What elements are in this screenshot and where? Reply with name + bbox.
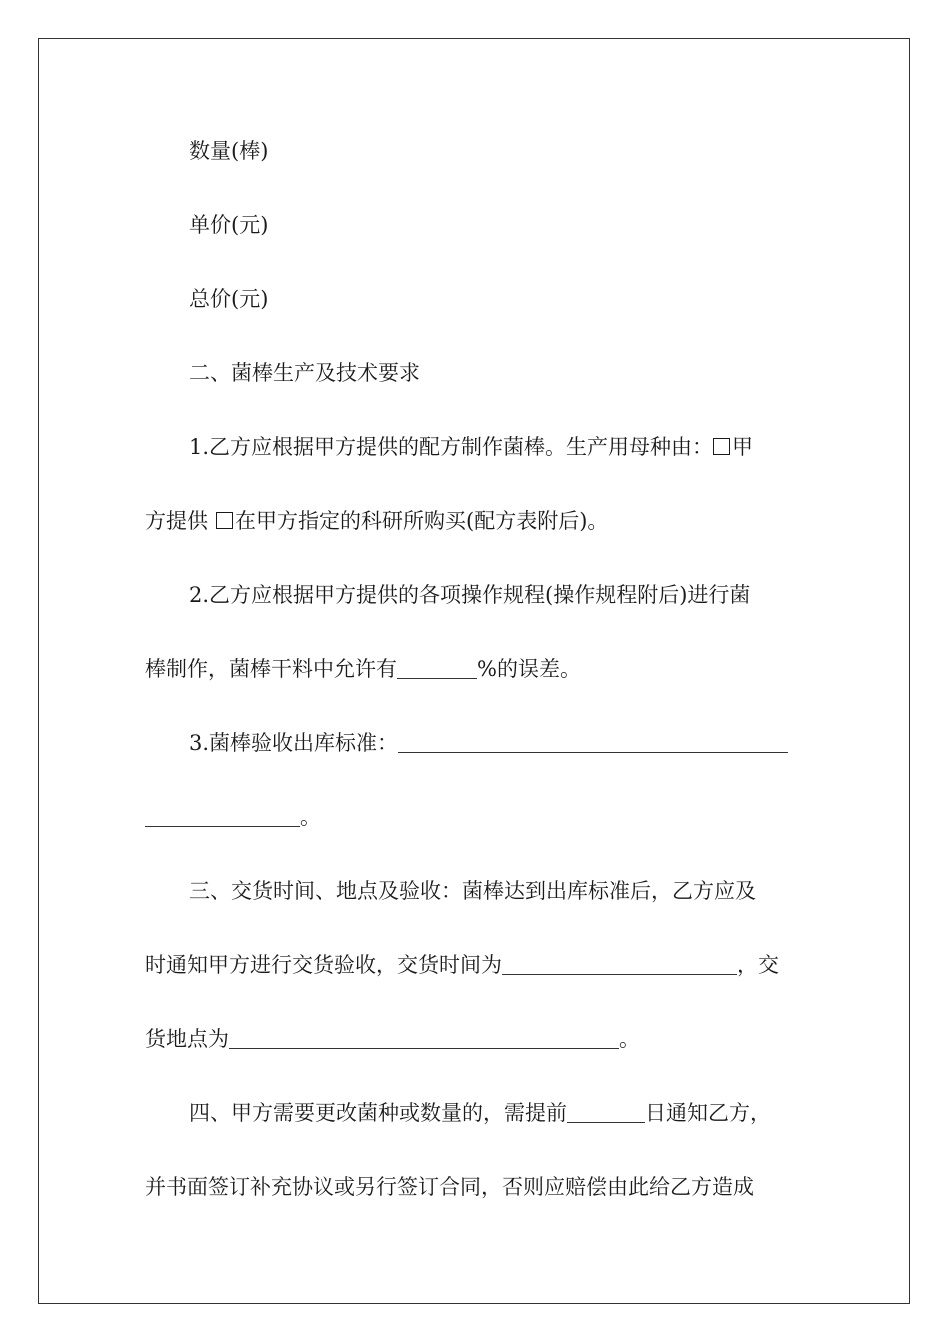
acceptance-standard-blank-continued[interactable] xyxy=(145,794,300,827)
acceptance-standard-blank[interactable] xyxy=(398,720,788,753)
section-4-line-1: 四、甲方需要更改菌种或数量的，需提前 日通知乙方， xyxy=(145,1090,805,1164)
field-quantity-label: 数量(棒) xyxy=(189,139,269,163)
notice-days-blank[interactable] xyxy=(567,1090,645,1123)
delivery-time-blank[interactable] xyxy=(502,942,737,975)
error-percent-blank[interactable] xyxy=(397,646,477,679)
field-total-price-label: 总价(元) xyxy=(189,287,269,311)
section-3-line-1: 三、交货时间、地点及验收：菌棒达到出库标准后，乙方应及 xyxy=(189,879,756,903)
clause-2-3-line-2: 。 xyxy=(145,794,805,868)
clause-2-2-line-2: 棒制作，菌棒干料中允许有 %的误差。 xyxy=(145,646,805,720)
clause-2-1-line-1: 1.乙方应根据甲方提供的配方制作菌棒。生产用母种由： 甲 xyxy=(189,435,754,459)
delivery-location-blank[interactable] xyxy=(229,1016,619,1049)
section-3-line-2: 时通知甲方进行交货验收，交货时间为 ，交 xyxy=(145,942,805,1016)
clause-2-2-line-1: 2.乙方应根据甲方提供的各项操作规程(操作规程附后)进行菌 xyxy=(189,583,751,607)
section-3-line-3: 货地点为 。 xyxy=(145,1016,805,1090)
section-4-line-2: 并书面签订补充协议或另行签订合同，否则应赔偿由此给乙方造成 xyxy=(145,1175,754,1199)
document-body xyxy=(145,128,805,1238)
clause-2-1-line-2: 方提供 在甲方指定的科研所购买(配方表附后)。 xyxy=(145,509,609,533)
checkbox-purchase-at-institute[interactable] xyxy=(216,512,233,529)
checkbox-provided-by-party-a[interactable] xyxy=(713,438,730,455)
clause-2-3-line-1: 3.菌棒验收出库标准： xyxy=(145,720,805,794)
section-heading-2: 二、菌棒生产及技术要求 xyxy=(189,361,420,385)
field-unit-price-label: 单价(元) xyxy=(189,213,269,237)
